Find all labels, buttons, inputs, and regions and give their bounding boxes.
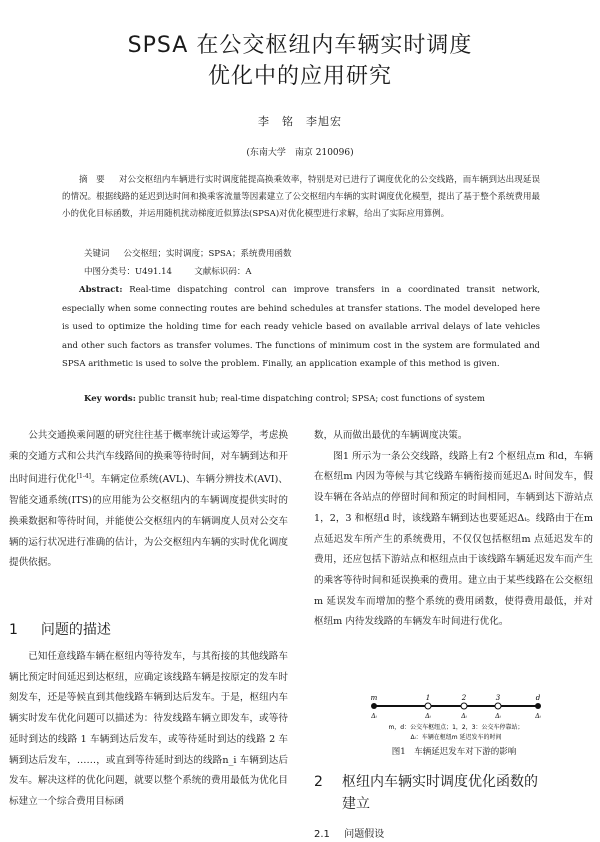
section-2-title-line-2: 建立 <box>342 796 370 812</box>
intro-paragraph <box>9 426 288 574</box>
section-1-number: 1 <box>9 622 18 638</box>
delta-labels <box>370 713 541 720</box>
section-2-1-number: 2.1 <box>314 829 330 840</box>
node-3 <box>495 703 501 709</box>
node-label-2: 2 <box>461 694 467 702</box>
title-line-1: SPSA 在公交枢纽内车辆实时调度 <box>127 33 473 58</box>
section-2-1-heading <box>314 825 384 840</box>
node-label-m: m <box>370 694 378 702</box>
title-line-2: 优化中的应用研究 <box>207 64 392 89</box>
section-2-1-title: 问题假设 <box>344 829 385 840</box>
node-label-3: 3 <box>495 694 501 702</box>
section-1-title: 问题的描述 <box>40 622 111 638</box>
delta-label-2: Δᵢ <box>461 713 467 720</box>
authors: 李 铭 李旭宏 <box>258 115 342 128</box>
figure-note-2: Δᵢ：车辆在枢纽m 延迟发车的时间 <box>410 734 502 741</box>
figure-1-diagram <box>366 694 546 744</box>
abstract-cn-label: 摘 要 <box>79 175 105 185</box>
clc-value: U491.14 <box>135 267 172 277</box>
abstract-en <box>62 281 540 374</box>
abstract-en-label: Abstract: <box>79 285 123 295</box>
section-2-title-line-1: 枢纽内车辆实时调度优化函数的 <box>342 774 538 790</box>
abstract-en-text: Real-time dispatching control can improve transfers in a coordinated transit network, especially when some connecting routes are behind schedules at transfer stations. The model developed here is used to optimize the holding time for each ready vehicle based on available arrival delays of late vehicles and other such factors as transfer volumes. The functions of minimum cost in the system are formulated and SPSA arithmetic is used to solve the problem. Finally, an application example of this method is given. <box>62 285 540 369</box>
keywords-en-label: Key words: <box>84 394 136 404</box>
delta-label-3: Δᵢ <box>495 713 501 720</box>
node-d <box>535 703 541 709</box>
delta-label-1: Δᵢ <box>425 713 431 720</box>
keywords-en <box>84 391 544 408</box>
delta-label-m: Δᵢ <box>371 713 377 720</box>
node-2 <box>461 703 467 709</box>
keywords-cn-text: 公交枢纽；实时调度；SPSA；系统费用函数 <box>123 249 292 259</box>
doc-code-label: 文献标识码： <box>194 267 246 277</box>
figure-note-1: m，d：公交车枢纽点；1，2，3：公交车停靠站； <box>388 724 524 731</box>
right-column-text <box>314 426 593 633</box>
section-2-heading <box>314 771 538 815</box>
node-labels <box>371 694 541 702</box>
keywords-cn-label: 关键词 <box>84 249 110 259</box>
node-label-1: 1 <box>425 694 431 702</box>
figure-1-caption: 图1 车辆延迟发车对下游的影响 <box>391 747 517 757</box>
classification <box>84 264 544 281</box>
node-m <box>371 703 377 709</box>
right-p2: 图1 所示为一条公交线路，线路上有2 个枢纽点m 和d，车辆在枢纽m 内因为等候与其它线路车辆衔接而延迟Δᵢ 时间发车，假设车辆在各站点的停留时间和预定的时间相同，车辆到达下游站点1，2，3 和枢纽d 时，该线路车辆到达也要延迟Δᵢ。线路由于在m 点延迟发车所产生的系统费用，不仅仅包括枢纽m 点延迟发车的费用，还应包括下游站点和枢纽点由于该线路车辆延迟发车而产生的乘客等待时间和延误换乘的费用。建立由于某些线路在公交枢纽m 延误发车而增加的整个系统的费用函数，使得费用最低，并对枢纽m 内待发线路的车辆发车时间进行优化。 <box>314 450 593 628</box>
keywords-en-text: public transit hub; real-time dispatching control; SPSA; cost functions of system <box>138 394 485 404</box>
intro-text-b: 。车辆定位系统(AVL)、车辆分辨技术(AVI)、智能交通系统(ITS)的应用能为公交枢纽内的车辆调度提供实时的换乘数据和等待时间，并能使公交枢纽内的车辆调度人员对公交车辆的运行状况进行准确的估计，为公交枢纽内车辆的实时优化调度提供依据。 <box>9 474 289 569</box>
section-1-text: 已知任意线路车辆在枢纽内等待发车，与其衔接的其他线路车辆比预定时间延迟到达枢纽，应确定该线路车辆是按原定的发车时刻发车，还是等候直到其他线路车辆到达后发车。于是，枢纽内车辆实时发车优化问题可以描述为：待发线路车辆立即发车，或等待延时到达的线路 1 车辆到达后发车，或等待延时到达的线路 2 车辆到达后发车，……，或直到等待延时到达的线路n_i 车辆到达后发车。解决这样的优化问题，就要以整个系统的费用最低为优化目标建立一个综合费用目标函 <box>9 651 288 807</box>
keywords-cn <box>84 246 544 263</box>
right-p1: 数，从而做出最优的车辆调度决策。 <box>314 430 468 441</box>
affiliation: (东南大学 南京 210096) <box>246 148 354 158</box>
abstract-cn <box>62 172 540 223</box>
doc-code-value: A <box>245 267 252 277</box>
intro-citation: [1-4] <box>76 473 91 481</box>
node-1 <box>425 703 431 709</box>
section-2-number: 2 <box>314 774 323 790</box>
intro-text-a: 公共交通换乘问题的研究往往基于概率统计或运筹学，考虑换乘的交通方式和公共汽车线路间的换乘等待时间，对车辆到达和开出时间进行优化 <box>9 430 288 486</box>
section-1-paragraph <box>9 647 288 813</box>
paper-title <box>0 30 600 92</box>
node-label-d: d <box>535 694 541 702</box>
section-1-heading <box>9 619 111 639</box>
abstract-cn-text: 对公交枢纽内车辆进行实时调度能提高换乘效率，特别是对已进行了调度优化的公交线路，而车辆到达出现延误的情况。根据线路的延迟到达时间和换乘客流量等因素建立了公交枢纽内车辆的实时调度优化模型，提出了基于整个系统费用最小的优化目标函数，并运用随机扰动梯度近似算法(SPSA)对优化模型进行求解，给出了实际应用算例。 <box>62 175 540 219</box>
clc-label: 中图分类号： <box>84 267 136 277</box>
delta-label-d: Δᵢ <box>535 713 541 720</box>
